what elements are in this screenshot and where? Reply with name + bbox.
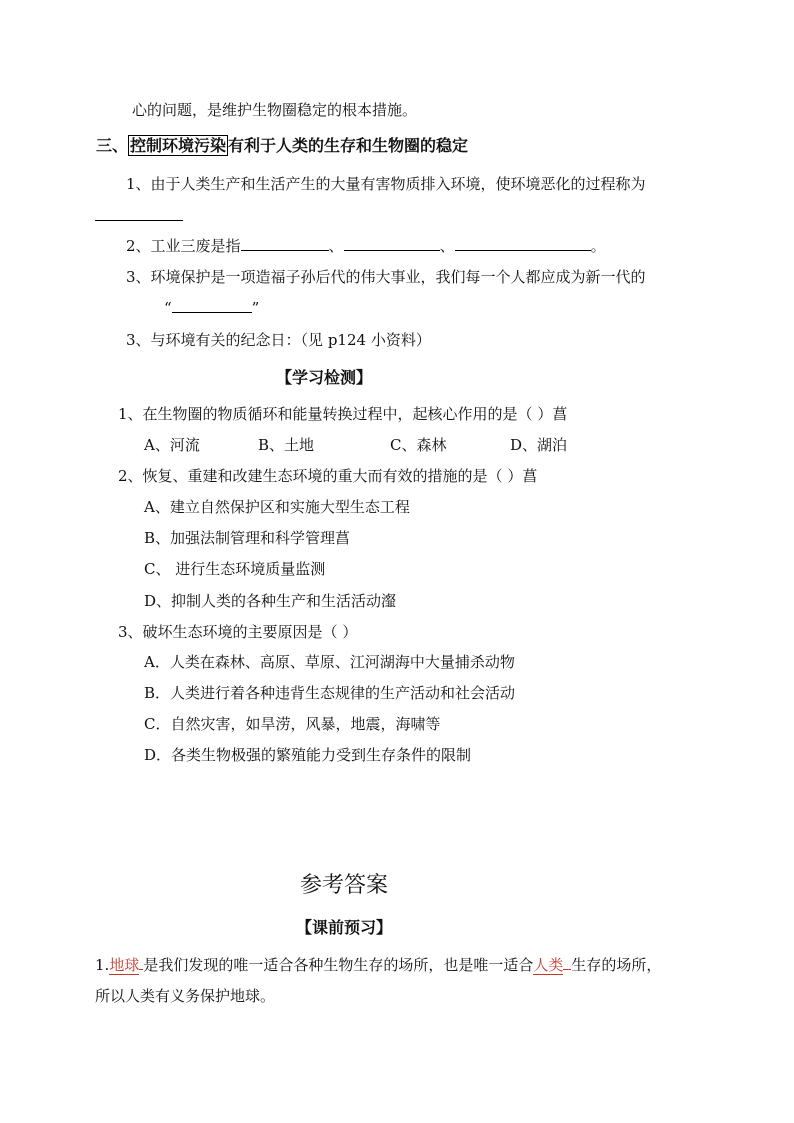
fill-blank (172, 298, 252, 313)
preview-title: 【课前预习】 (296, 918, 393, 937)
fill-q1-blank-line (95, 206, 183, 226)
fill-q3b: 3、与环境有关的纪念日：（见 p124 小资料） (126, 331, 431, 349)
answer-1-number: 1. (95, 956, 110, 974)
fill-q1: 1、由于人类生产和生活产生的大量有害物质排入环境，使环境恶化的过程称为 (126, 175, 646, 193)
check-q1-option-b: B、土地 (258, 436, 315, 454)
answer-blank-earth: 地球 (109, 956, 140, 974)
fill-blank (241, 236, 329, 251)
fill-blank (95, 206, 183, 221)
fill-q3a: 3、环境保护是一项造福子孙后代的伟大事业，我们每一个人都应成为新一代的 (126, 268, 646, 286)
answer-1-end: 生存的场所， (571, 956, 662, 974)
fill-blank (455, 236, 591, 251)
check-q3-option-b: B．人类进行着各种违背生态规律的生产活动和社会活动 (144, 684, 516, 702)
fill-blank (344, 236, 440, 251)
open-quote: “ (164, 299, 172, 317)
fill-q2-end: 。 (590, 237, 606, 255)
check-q2-option-b: B、加强法制管理和科学管理菖 (144, 529, 351, 547)
answer-1-line2: 所以人类有义务保护地球。 (95, 987, 276, 1005)
check-q1-option-a: A、河流 (144, 436, 200, 454)
fill-q2 (126, 236, 606, 256)
fill-q2-prefix: 2、工业三废是指 (126, 237, 241, 255)
fill-q3a-blank-line (164, 298, 259, 318)
check-q2-stem: 2、恢复、重建和改建生态环境的重大而有效的措施的是（ ）菖 (118, 467, 538, 485)
check-q1-stem: 1、在生物圈的物质循环和能量转换过程中，起核心作用的是（ ）菖 (118, 405, 568, 423)
section3-heading (96, 136, 468, 156)
check-q3-stem: 3、破坏生态环境的主要原因是（ ） (118, 623, 358, 641)
answer-1-line1 (95, 955, 661, 975)
intro-line: 心的问题，是维护生物圈稳定的根本措施。 (132, 101, 418, 119)
answers-title: 参考答案 (300, 873, 389, 898)
check-q2-option-a: A、建立自然保护区和实施大型生态工程 (144, 498, 410, 516)
study-check-title: 【学习检测】 (276, 368, 373, 387)
check-q3-option-d: D．各类生物极强的繁殖能力受到生存条件的限制 (144, 746, 472, 764)
check-q1-option-d: D、湖泊 (510, 436, 568, 454)
separator: 、 (439, 237, 455, 255)
check-q2-option-c: C、 进行生态环境质量监测 (144, 560, 326, 578)
check-q1-option-c: C、森林 (390, 436, 447, 454)
separator: 、 (328, 237, 344, 255)
close-quote: ” (251, 299, 260, 317)
check-q3-option-c: C．自然灾害，如旱涝，风暴，地震，海啸等 (144, 715, 441, 733)
section3-prefix: 三、 (96, 136, 129, 155)
section3-rest: 有利于人类的生存和生物圈的稳定 (228, 136, 469, 155)
check-q3-option-a: A．人类在森林、高原、草原、江河湖海中大量捕杀动物 (144, 653, 515, 671)
check-q2-option-d: D、抑制人类的各种生产和生活活动瀣 (144, 592, 397, 610)
answer-blank-humans: 人类 (533, 956, 564, 974)
section3-boxed-term: 控制环境污染 (130, 136, 227, 155)
answer-1-middle: 是我们发现的唯一适合各种生物生存的场所，也是唯一适合 (143, 956, 534, 974)
